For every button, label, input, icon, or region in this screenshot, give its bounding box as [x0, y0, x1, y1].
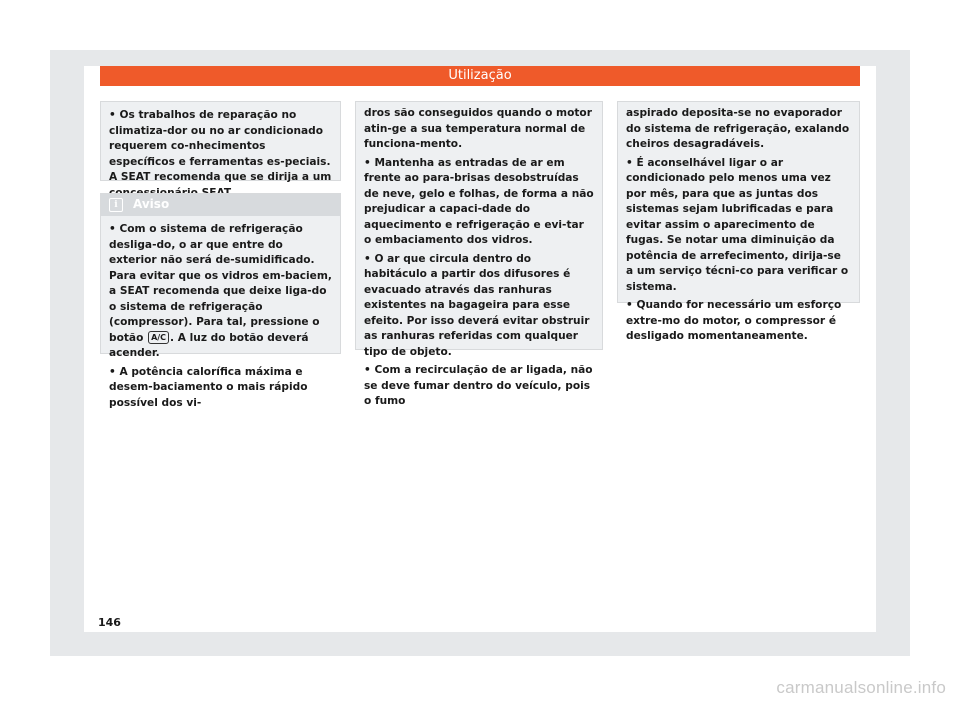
column-2-paragraph: • O ar que circula dentro do habitáculo a partir dos difusores é evacuado através das ranhuras existentes na bagageira para esse efeito. Por isso deverá evitar obstruir as ranhuras referidas com qualquer tipo de objeto.: [364, 252, 590, 358]
notice-paragraph-1: [109, 222, 333, 362]
repair-note-box: [100, 101, 341, 181]
column-3-box: [617, 101, 860, 342]
notice-box: [100, 193, 341, 409]
watermark: carmanualsonline.info: [776, 678, 946, 697]
notice-header: [101, 194, 340, 216]
column-2-box: [355, 101, 603, 407]
section-header: Utilização: [100, 66, 860, 86]
column-2-paragraph: • Com a recirculação de ar ligada, não se deve fumar dentro do veículo, pois o fumo: [364, 364, 593, 407]
page-number: 146: [98, 616, 121, 629]
column-3-paragraph: • Quando for necessário um esforço extre-mo do motor, o compressor é desligado momentaneamente.: [626, 299, 842, 342]
column-3-paragraph: aspirado deposita-se no evaporador do sistema de refrigeração, exalando cheiros desagradáveis.: [626, 107, 850, 150]
notice-paragraph-2: • A potência calorífica máxima e desem-baciamento o mais rápido possível dos vi-: [109, 365, 308, 409]
column-3-paragraph: • É aconselhável ligar o ar condicionado pelo menos uma vez por mês, para que as juntas dos sistemas sejam lubrificadas e para evitar assim o aparecimento de fugas. Se notar uma diminuição da potência de arrefecimento, dirija-se a um serviço técni-co para verificar o sistema.: [626, 156, 849, 293]
notice-text-after: . A luz do botão deverá acender.: [109, 331, 309, 359]
column-2-paragraph: dros são conseguidos quando o motor atin-ge a sua temperatura normal de funciona-mento.: [364, 107, 592, 150]
info-icon: i: [109, 198, 123, 212]
column-2-paragraph: • Mantenha as entradas de ar em frente ao para-brisas desobstruídas de neve, gelo e folhas, de forma a não prejudicar a capaci-dade do aquecimento e refrigeração e evi-tar o embaciamento dos vidros.: [364, 156, 594, 246]
repair-note-text: • Os trabalhos de reparação no climatiza-dor ou no ar condicionado requerem co-nhecimentos específicos e ferramentas es-peciais. A SEAT recomenda que se dirija a um: [109, 109, 332, 183]
notice-text-before: • Com o sistema de refrigeração desliga-do, o ar que entre do exterior não será de-sumidificado. Para evitar que os vidros em-baciem, a SEAT recomenda que deixe liga-do o sistema de refrigeração (compressor). Para tal, pressione o botão: [109, 223, 332, 344]
ac-button-icon: A/C: [148, 331, 169, 344]
notice-title: Aviso: [133, 197, 170, 212]
notice-body: [101, 216, 340, 411]
